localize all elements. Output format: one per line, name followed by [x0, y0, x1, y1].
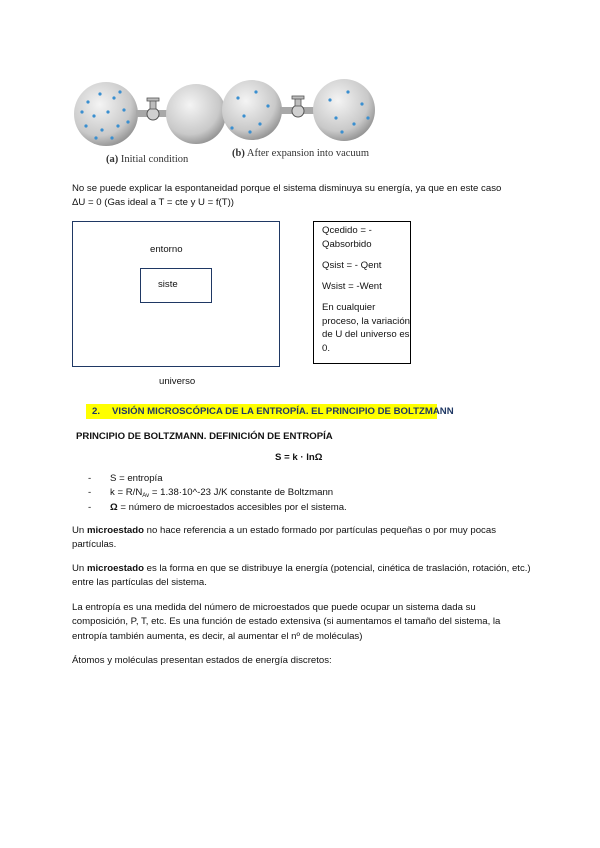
caption-a: (a) Initial condition [106, 154, 189, 165]
siste-label: siste [158, 279, 178, 290]
bulb-expanded-left [222, 80, 282, 140]
bulb-expanded-right [313, 79, 375, 141]
section-heading: 2. VISIÓN MICROSCÓPICA DE LA ENTROPÍA. EL PRINCIPIO DE BOLTZMANN [92, 406, 454, 417]
entorno-label: entorno [150, 244, 183, 255]
intro-paragraph: No se puede explicar la espontaneidad porque el sistema disminuya su energía, ya que en este caso ΔU = 0 (Gas ideal a T = cte y U = f(T)) [72, 183, 502, 209]
paragraph-microestado-1: Un microestado no hace referencia a un estado formado por partículas pequeñas o por muy pocas partículas. [72, 525, 496, 551]
definition-list [88, 472, 347, 516]
subheading: PRINCIPIO DE BOLTZMANN. DEFINICIÓN DE ENTROPÍA [76, 431, 333, 442]
valve-icon [147, 108, 159, 120]
note-line-1: Qcedido = - Qabsorbido [322, 225, 372, 250]
universo-label: universo [159, 376, 196, 387]
boltzmann-formula: S = k · lnΩ [275, 452, 323, 463]
list-item: - Ω = número de microestados accesibles por el sistema. [88, 502, 347, 514]
bulb-filled [74, 82, 138, 146]
note-line-4: En cualquier proceso, la variación de U del universo es 0. [322, 301, 410, 355]
bulb-empty [166, 84, 226, 144]
paragraph-estados: Átomos y moléculas presentan estados de energía discretos: [72, 655, 332, 666]
paragraph-microestado-2: Un microestado es la forma en que se distribuye la energía (potencial, cinética de traslación, rotación, etc.) entre las partículas del sistema. [72, 563, 531, 589]
energy-note-box [313, 221, 411, 364]
list-item: - S = entropía [88, 473, 163, 484]
paragraph-entropia: La entropía es una medida del número de microestados que puede ocupar un sistema dada su composición, P, T, etc. Es una función de estado extensiva (si aumentamos el tamaño del sistema, la entropía también aumenta, es decir, al aumentar el nº de moléculas) [72, 602, 501, 642]
list-item: - $k = R/N_{Av}$ = 1.38·10^-23 J/K constante de Boltzmann [88, 487, 334, 500]
note-line-2: Qsist = - Qent [322, 259, 382, 271]
valve-icon-open [292, 105, 304, 117]
note-line-3: Wsist = -Went [322, 280, 382, 292]
gas-expansion-figure [72, 78, 382, 170]
caption-b: (b) After expansion into vacuum [232, 148, 370, 159]
